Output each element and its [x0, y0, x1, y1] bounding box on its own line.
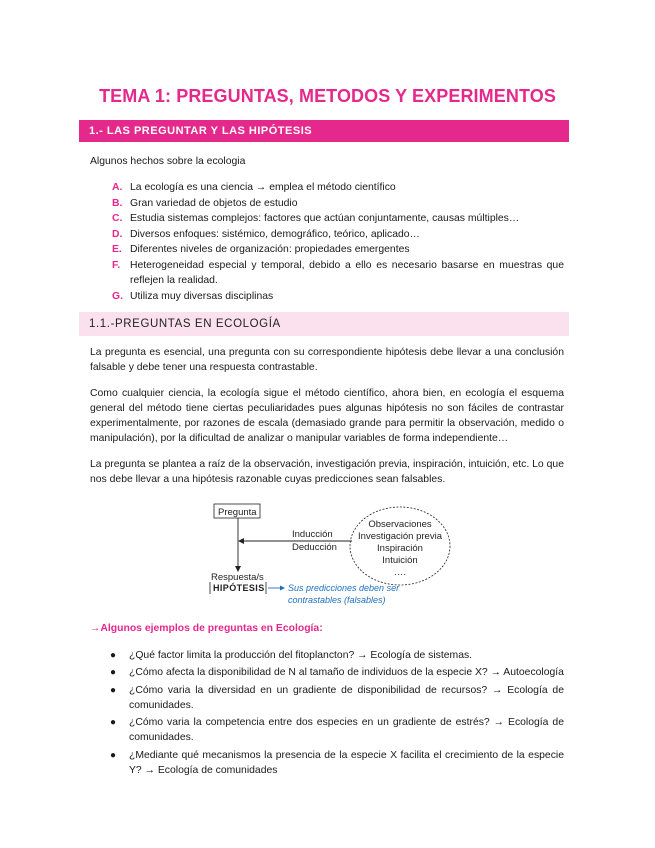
- note-arrowhead: [280, 586, 285, 591]
- obs-ellipsis: ….: [393, 567, 407, 578]
- list-text: Diversos enfoques: sistémico, demográfico, teórico, aplicado…: [130, 228, 420, 240]
- paragraph-3: La pregunta se plantea a raíz de la observación, investigación previa, inspiración, intuición, etc. Lo que nos debe llevar a una hipótesis razonable cuyas predicciones sean falsables.: [90, 459, 564, 485]
- bullet-icon: ●: [110, 717, 117, 729]
- paragraph-1: La pregunta es esencial, una pregunta con su correspondiente hipótesis debe llevar a una conclusión falsable y debe tener una respuesta contrastable.: [90, 347, 564, 373]
- list-text: ¿Qué factor limita la producción del fitoplancton? → Ecología de sistemas.: [129, 650, 473, 661]
- left-arrowhead: [238, 538, 244, 544]
- list-item: [110, 665, 564, 680]
- obs-inspiracion: Inspiración: [377, 543, 423, 554]
- bullet-icon: ●: [110, 749, 117, 761]
- list-text: ¿Mediante qué mecanismos la presencia de la especie X facilita el crecimiento de la especie Y? → Ecología de comunidades: [129, 749, 564, 776]
- respuesta-label: Respuesta/s: [211, 572, 264, 583]
- list-item: [110, 648, 564, 663]
- bullet-icon: ●: [110, 650, 117, 661]
- section-heading-1: 1.- LAS PREGUNTAR Y LAS HIPÓTESIS: [79, 120, 569, 142]
- section-heading-2: 1.1.-PREGUNTAS EN ECOLOGÍA: [79, 312, 569, 336]
- list-item: [112, 289, 564, 304]
- list-item: [110, 748, 564, 778]
- list-item: [112, 180, 564, 195]
- facts-intro: Algunos hechos sobre la ecologia: [90, 156, 246, 167]
- list-item: [110, 683, 564, 713]
- obs-observaciones: Observaciones: [368, 519, 432, 530]
- paragraph-2: Como cualquier ciencia, la ecología sigue el método científico, ahora bien, en ecología el esquema general del método tiene ciertas peculiaridades pues algunas hipótesis no son fáciles de contrastar experimentalmente, por razones de escala (demasiado grande para permitir la observación, medido o manipulación), por la dificultad de analizar o manipular variables de forma independiente…: [90, 388, 564, 444]
- obs-intuicion: Intuición: [382, 555, 418, 566]
- list-letter: F.: [112, 259, 121, 271]
- list-item: [112, 242, 564, 257]
- bullet-icon: ●: [110, 684, 117, 696]
- list-text: Utiliza muy diversas disciplinas: [130, 290, 274, 302]
- list-text: Heterogeneidad especial y temporal, debido a ello es necesario basarse en muestras que reflejen la realidad.: [130, 259, 564, 286]
- list-text: Gran variedad de objetos de estudio: [130, 197, 298, 209]
- list-item: [112, 211, 564, 226]
- list-text: Estudia sistemas complejos: factores que actúan conjuntamente, causas múltiples…: [130, 213, 520, 225]
- list-text: ¿Cómo afecta la disponibilidad de N al tamaño de individuos de la especie X? → Autoecología: [129, 667, 564, 679]
- deduccion-label: Deducción: [292, 542, 337, 553]
- list-text: La ecología es una ciencia → emplea el método científico: [130, 182, 396, 193]
- list-item: [112, 227, 564, 242]
- hipotesis-label: HIPÓTESIS: [213, 583, 265, 593]
- list-letter: G.: [112, 290, 123, 302]
- facts-list: [112, 180, 564, 304]
- bullet-icon: ●: [110, 667, 117, 679]
- list-letter: E.: [112, 244, 122, 256]
- list-item: [110, 715, 564, 745]
- list-text: ¿Cómo varia la competencia entre dos especies en un gradiente de estrés? → Ecología de comunidades.: [129, 717, 564, 744]
- pregunta-label: Pregunta: [218, 507, 257, 518]
- list-letter: D.: [112, 228, 123, 240]
- obs-investigacion: Investigación previa: [358, 531, 442, 542]
- list-letter: B.: [112, 197, 123, 209]
- list-item: [112, 196, 564, 211]
- note-line-1: Sus predicciones deben ser: [288, 583, 400, 593]
- list-letter: C.: [112, 213, 123, 225]
- induccion-label: Inducción: [292, 529, 333, 540]
- note-line-2: contrastables (falsables): [288, 595, 386, 605]
- method-diagram: [200, 500, 460, 610]
- examples-list: [110, 648, 564, 780]
- page-title: TEMA 1: PREGUNTAS, METODOS Y EXPERIMENTOS: [99, 86, 556, 106]
- list-item: [112, 258, 564, 288]
- examples-heading: →Algunos ejemplos de preguntas en Ecología:: [90, 623, 323, 634]
- list-text: ¿Cómo varia la diversidad en un gradiente de disponibilidad de recursos? → Ecología de comunidades.: [129, 684, 564, 711]
- list-text: Diferentes niveles de organización: propiedades emergentes: [130, 244, 410, 256]
- list-letter: A.: [112, 182, 123, 193]
